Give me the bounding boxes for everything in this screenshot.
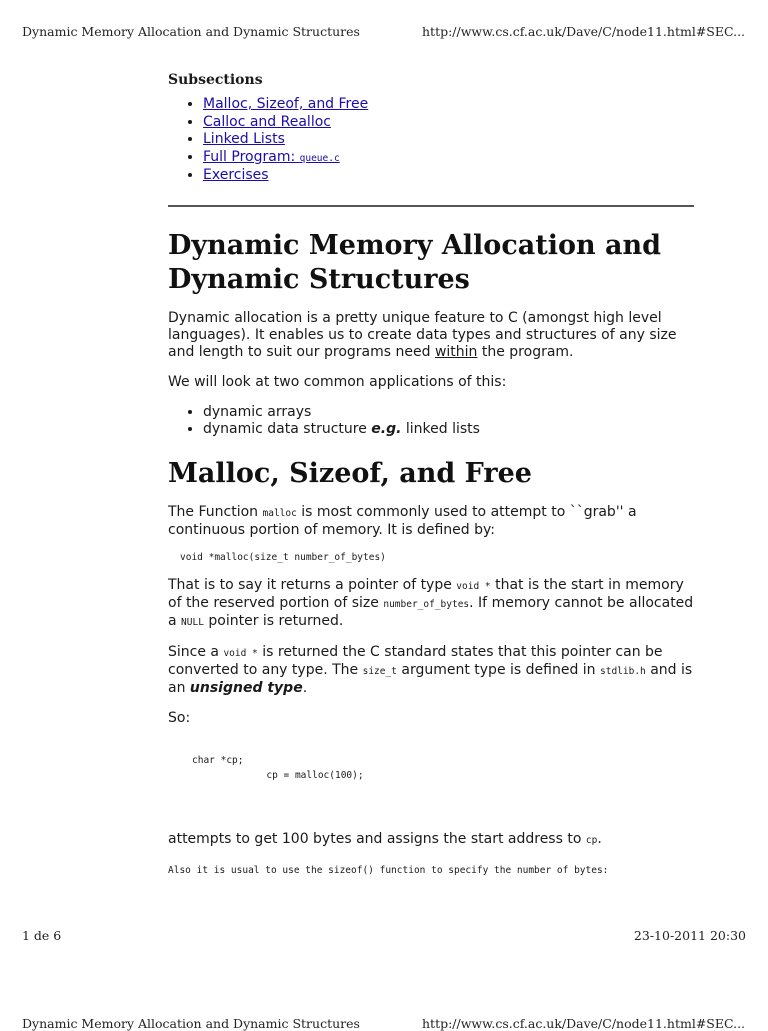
page-number: 1 de 6 xyxy=(22,928,62,943)
print-datetime: 23-10-2011 20:30 xyxy=(633,928,746,943)
link-full-program-label: Full Program: xyxy=(203,148,300,165)
horizontal-rule xyxy=(168,205,694,207)
list-item: • dynamic arrays xyxy=(203,404,694,422)
link-exercises[interactable]: Exercises xyxy=(203,167,269,183)
page-title: Dynamic Memory Allocation and Dynamic Structures xyxy=(168,229,662,295)
print-header-url: http://www.cs.cf.ac.uk/Dave/C/node11.html#SEC... xyxy=(422,24,746,39)
link-full-program-code: queue.c xyxy=(299,152,340,164)
list-item xyxy=(203,167,694,185)
list-item xyxy=(203,131,694,149)
attempts-paragraph: attempts to get 100 bytes and assigns the start address to cp. xyxy=(168,830,602,847)
next-page-header-title: Dynamic Memory Allocation and Dynamic Structures xyxy=(22,1016,360,1031)
link-linked-lists[interactable]: Linked Lists xyxy=(203,131,285,147)
return-paragraph: That is to say it returns a pointer of type void * that is the start in memory of the reserved portion of size number_of_bytes. If memory cannot be allocated a NULL pointer is returned. xyxy=(168,576,694,629)
print-header-title: Dynamic Memory Allocation and Dynamic Structures xyxy=(22,24,360,39)
subsections-list xyxy=(168,96,694,185)
page-content xyxy=(168,72,694,879)
list-item xyxy=(203,149,694,168)
malloc-signature-code: void *malloc(size_t number_of_bytes) xyxy=(180,551,386,563)
link-malloc-sizeof-free[interactable]: Malloc, Sizeof, and Free xyxy=(203,96,369,112)
void-pointer-paragraph: Since a void * is returned the C standard states that this pointer can be converted to any type. The size_t argument type is defined in stdlib.h and is an unsigned type. xyxy=(168,643,693,696)
intro-paragraph: Dynamic allocation is a pretty unique feature to C (amongst high level languages). It enables us to create data types and structures of any size and length to suit our programs need within the program. xyxy=(168,309,677,360)
sizeof-note: Also it is usual to use the sizeof() function to specify the number of bytes: xyxy=(168,864,609,876)
section-title: Malloc, Sizeof, and Free xyxy=(168,457,532,489)
malloc-example-code: char *cp; cp = malloc(100); xyxy=(192,754,364,781)
next-page-header-url: http://www.cs.cf.ac.uk/Dave/C/node11.html#SEC... xyxy=(422,1016,746,1031)
list-item: • dynamic data structure e.g. linked lists xyxy=(203,421,694,439)
malloc-paragraph: The Function malloc is most commonly used to attempt to ``grab'' a continuous portion of memory. It is defined by: xyxy=(168,503,637,538)
link-full-program[interactable] xyxy=(203,149,340,165)
applications-list xyxy=(168,404,694,439)
list-item xyxy=(203,114,694,132)
list-item xyxy=(203,96,694,114)
link-calloc-realloc[interactable]: Calloc and Realloc xyxy=(203,113,331,130)
intro-paragraph-2: We will look at two common applications of this: xyxy=(168,373,507,390)
so-paragraph: So: xyxy=(168,709,191,726)
subsections-heading: Subsections xyxy=(168,72,263,88)
